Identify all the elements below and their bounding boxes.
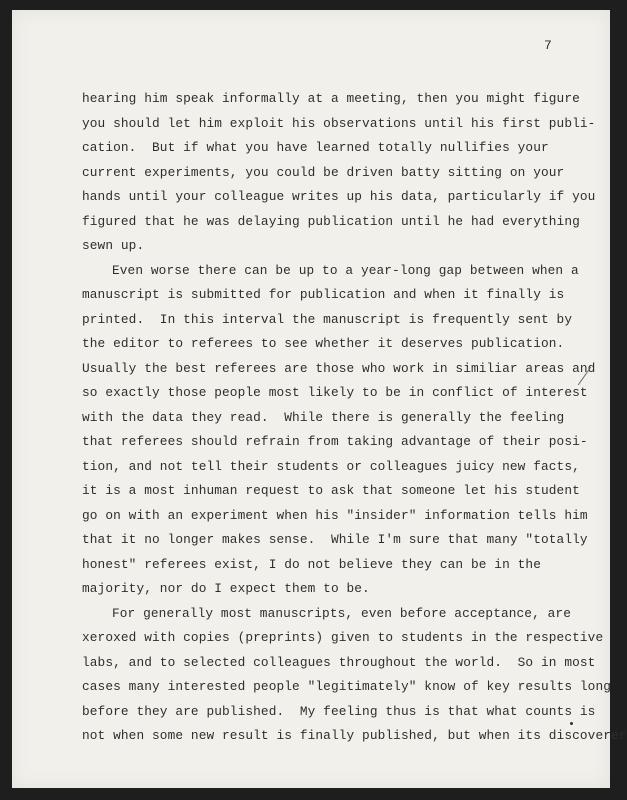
text-line: For generally most manuscripts, even before acceptance, are (112, 605, 571, 621)
text-line: labs, and to selected colleagues throughout the world. So in most (82, 654, 596, 670)
document-page (12, 10, 627, 788)
text-line: hearing him speak informally at a meeting, then you might figure (82, 91, 580, 106)
text-line: with the data they read. While there is generally the feeling (82, 409, 565, 425)
text-line: Even worse there can be up to a year-long gap between when a (112, 262, 579, 278)
text-line: that it no longer makes sense. While I'm sure that many "totally (82, 532, 588, 547)
ink-dot (570, 722, 573, 725)
text-line: cation. But if what you have learned totally nullifies your (82, 140, 549, 155)
text-line: it is a most inhuman request to ask that someone let his student (82, 483, 580, 498)
text-line: Usually the best referees are those who work in similiar areas and (82, 360, 596, 376)
text-line: tion, and not tell their students or colleagues juicy new facts, (82, 458, 580, 474)
text-line: majority, nor do I expect them to be. (82, 581, 370, 596)
text-line: the editor to referees to see whether it deserves publication. (82, 336, 565, 351)
text-line: not when some new result is finally published, but when its discoverer (82, 728, 627, 743)
text-line: printed. In this interval the manuscript is frequently sent by (82, 311, 573, 327)
page-number: 7 (544, 38, 552, 53)
text-line: sewn up. (82, 238, 145, 253)
text-line: go on with an experiment when his "insider" information tells him (82, 507, 588, 523)
text-line: you should let him exploit his observations until his first publi- (82, 115, 596, 131)
text-line: so exactly those people most likely to be in conflict of interest (82, 385, 588, 400)
text-line: hands until your colleague writes up his data, particularly if you (82, 189, 596, 204)
text-line: cases many interested people "legitimately" know of key results long (82, 679, 611, 694)
text-line: honest" referees exist, I do not believe they can be in the (82, 556, 541, 572)
text-line: current experiments, you could be driven batty sitting on your (82, 164, 565, 180)
typewritten-body (82, 87, 627, 749)
text-line: figured that he was delaying publication until he had everything (82, 213, 580, 229)
text-line: that referees should refrain from taking advantage of their posi- (82, 434, 588, 449)
text-line: manuscript is submitted for publication and when it finally is (82, 287, 565, 302)
text-line: before they are published. My feeling thus is that what counts is (82, 703, 596, 719)
text-line: xeroxed with copies (preprints) given to students in the respective (82, 630, 604, 645)
